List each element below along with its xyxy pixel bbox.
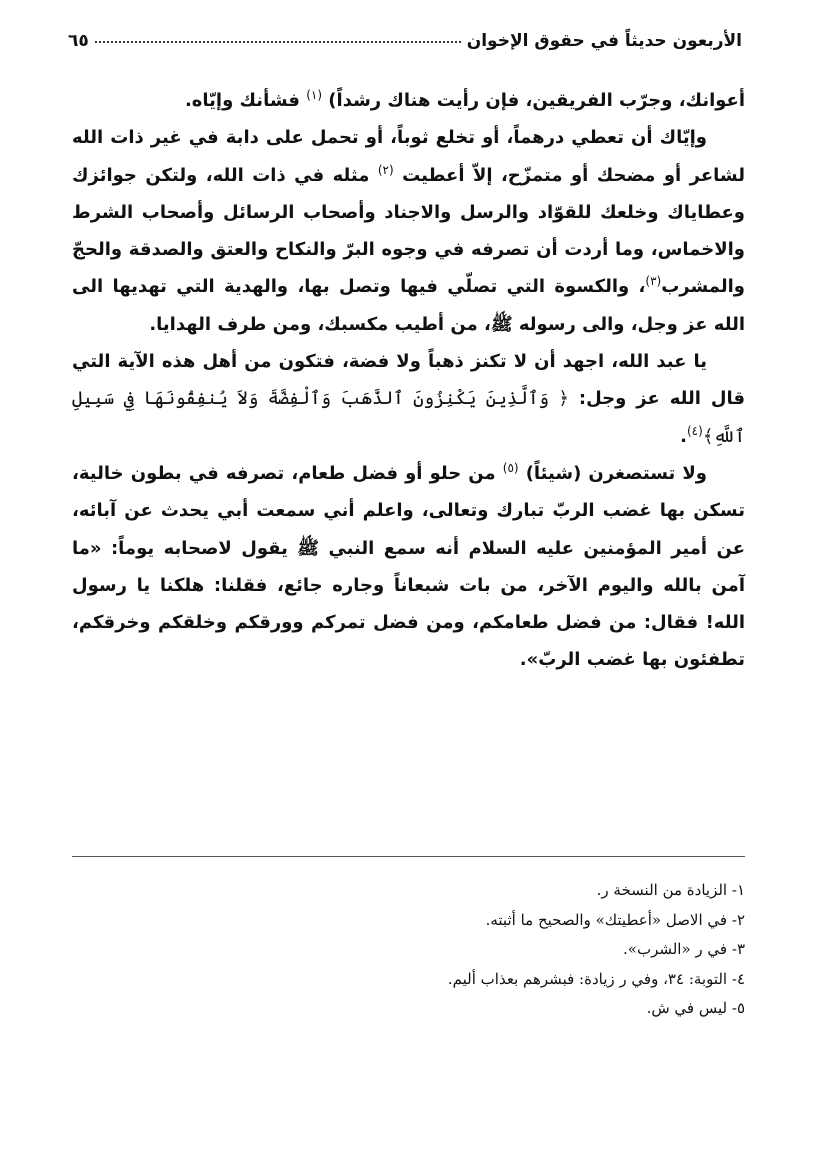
quran-verse: ﴿ وَٱلَّذِينَ يَكْنِزُونَ ٱلذَّهَبَ وَٱلْفِضَّةَ وَلاَ يُنفِقُونَهَا فِي سَبِيلِ ٱللَّهِ﴾ bbox=[72, 388, 745, 447]
text-run: ، والكسوة التي تصلّي فيها وتصل بها، والهدية التي تهديها الى الله عز وجل، والى رسوله ﷺ، من أطيب مكسبك، ومن طرف الهدايا. bbox=[72, 276, 745, 335]
main-text bbox=[72, 82, 745, 679]
paragraph bbox=[72, 343, 745, 455]
footnote-ref: (٣) bbox=[645, 274, 662, 289]
page-number: ٦٥ bbox=[68, 31, 89, 51]
paragraph bbox=[72, 119, 745, 343]
text-run: . bbox=[680, 425, 687, 447]
footnote-item: ٢- في الاصل «أعطيتك» والصحيح ما أثبته. bbox=[485, 910, 745, 929]
paragraph bbox=[72, 455, 745, 679]
footnotes bbox=[72, 876, 745, 1024]
footnote-ref: (١) bbox=[306, 88, 323, 102]
book-title: الأربعون حديثاً في حقوق الإخوان bbox=[466, 31, 742, 51]
text-run: ولا تستصغرن (شيئاً) bbox=[518, 462, 707, 484]
footnote-ref: (٤) bbox=[686, 423, 703, 438]
footnote-separator bbox=[72, 856, 745, 857]
footnote-item: ٤- التوبة: ٣٤، وفي ر زيادة: فبشرهم بعذاب أليم. bbox=[447, 969, 745, 988]
text-run: فشأنك وإيّاه. bbox=[184, 90, 307, 111]
text-run: مثله في ذات الله، ولتكن جوائزك وعطاياك وخلعك للقوّاد والرسل والاجناد وأصحاب الرسائل وأصحاب الشرط والاخماس، وما أردت أن تصرفه في وجوه البرّ والنكاح والعتق والصدقة والحجّ والمشرب bbox=[72, 164, 745, 298]
text-run: من حلو أو فضل طعام، تصرفه في بطون خالية، تسكن بها غضب الربّ تبارك وتعالى، واعلم أني سمعت أبي يحدث عن آبائه، عن أمير المؤمنين عليه السلام أنه سمع النبي ﷺ يقول لاصحابه يوماً: «ما آمن بالله واليوم الآخر، من بات شبعاناً وجاره جائع، فقلنا: هلكنا يا رسول الله! فقال: من فضل طعامكم، ومن فضل تمركم وورقكم وخلقكم وخرقكم، تطفئون بها غضب الربّ». bbox=[72, 462, 745, 671]
text-run: يا عبد الله، اجهد أن لا تكنز ذهباً ولا فضة، فتكون من أهل هذه الآية التي قال الله عز وجل: bbox=[72, 351, 745, 410]
paragraph bbox=[72, 82, 745, 119]
footnote-item: ٣- في ر «الشرب». bbox=[623, 940, 745, 958]
text-run: وإيّاك أن تعطي درهماً، أو تخلع ثوباً، أو تحمل على دابة في غير ذات الله لشاعر أو مضحك أو متمزّح، إلاّ أعطيت bbox=[72, 127, 745, 186]
footnote-ref: (٢) bbox=[377, 162, 394, 177]
footnote-item: ١- الزيادة من النسخة ر. bbox=[596, 881, 745, 899]
running-header bbox=[68, 30, 742, 60]
footnote-item: ٥- ليس في ش. bbox=[646, 999, 745, 1017]
text-run: أعوانك، وجرّب الفريقين، فإن رأيت هناك رشداً) bbox=[322, 90, 745, 111]
footnote-ref: (٥) bbox=[502, 460, 519, 475]
leader-dots bbox=[95, 27, 461, 43]
